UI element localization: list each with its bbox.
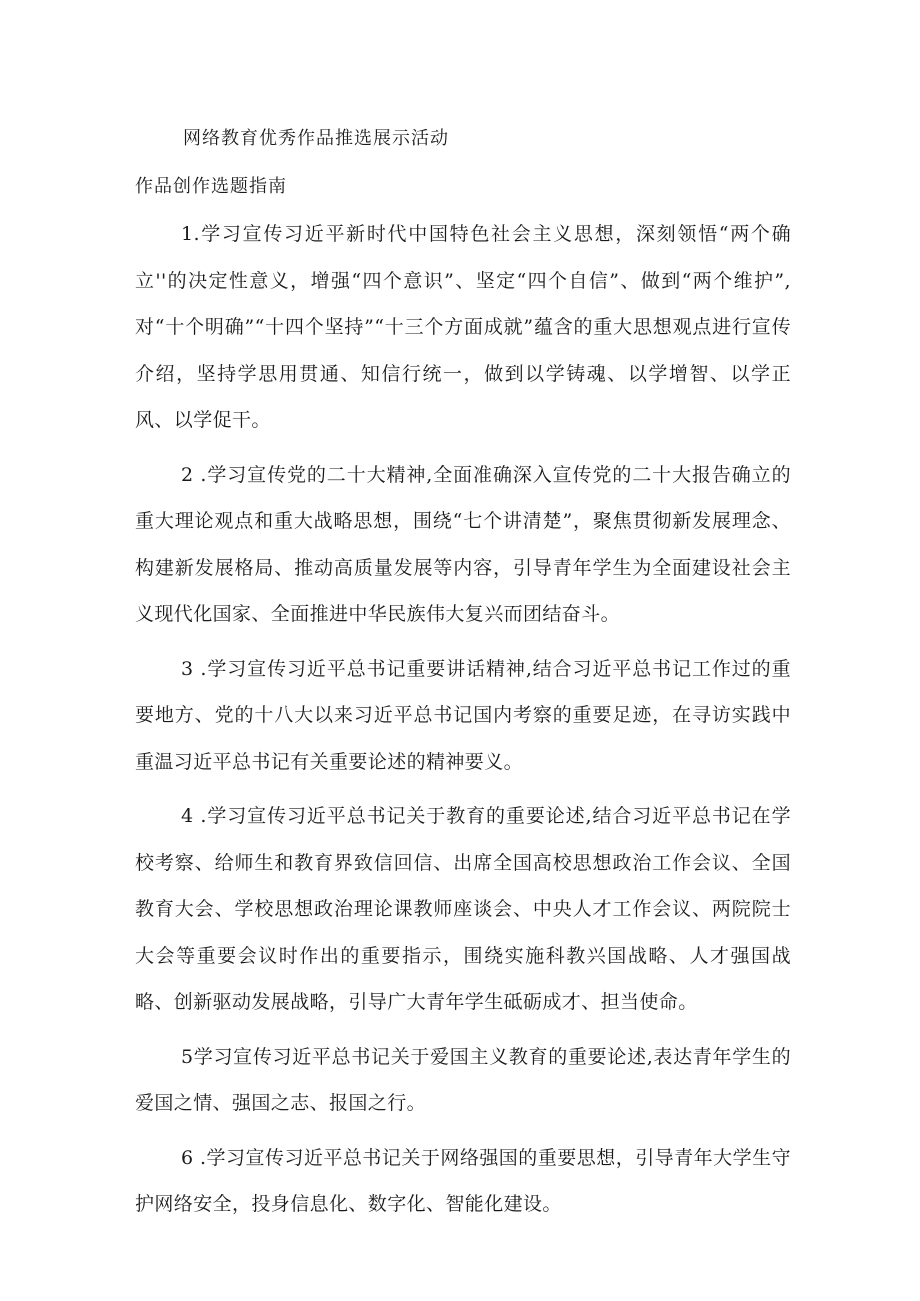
topic-item-4: 4 .学习宣传习近平总书记关于教育的重要论述,结合习近平总书记在学校考察、给师生和教育界致信回信、出席全国高校思想政治工作会议、全国教育大会、学校思想政治理论课教师座谈会、中央人才工作会议、两院院士大会等重要会议时作出的重要指示，围绕实施科教兴国战略、人才强国战略、创新驱动发展战略，引导广大青年学生砥砺成才、担当使命。 (135, 805, 791, 1013)
topic-list (135, 211, 791, 1236)
topic-item-5: 5学习宣传习近平总书记关于爱国主义教育的重要论述,表达青年学生的爱国之情、强国之志、报国之行。 (135, 1045, 791, 1114)
topic-item-2: 2 .学习宣传党的二十大精神,全面准确深入宣传党的二十大报告确立的重大理论观点和重大战略思想，围绕“七个讲清楚”，聚焦贯彻新发展理念、构建新发展格局、推动高质量发展等内容，引导青年学生为全面建设社会主义现代化国家、全面推进中华民族伟大复兴而团结奋斗。 (135, 463, 791, 625)
document-subtitle: 作品创作选题指南 (135, 176, 287, 197)
topic-item-6: 6 .学习宣传习近平总书记关于网络强国的重要思想，引导青年大学生守护网络安全，投身信息化、数字化、智能化建设。 (135, 1146, 791, 1215)
topic-item-1: 1.学习宣传习近平新时代中国特色社会主义思想，深刻领悟“两个确立''的决定性意义，增强“四个意识”、坚定“四个自信”、做到“两个维护”,对“十个明确”“十四个坚持”“十三个方面成就”蕴含的重大思想观点进行宣传介绍，坚持学思用贯通、知信行统一，做到以学铸魂、以学增智、以学正风、以学促干。 (135, 223, 791, 431)
document-title: 网络教育优秀作品推选展示活动 (183, 128, 449, 149)
topic-item-3: 3 .学习宣传习近平总书记重要讲话精神,结合习近平总书记工作过的重要地方、党的十八大以来习近平总书记国内考察的重要足迹，在寻访实践中重温习近平总书记有关重要论述的精神要义。 (135, 657, 791, 773)
